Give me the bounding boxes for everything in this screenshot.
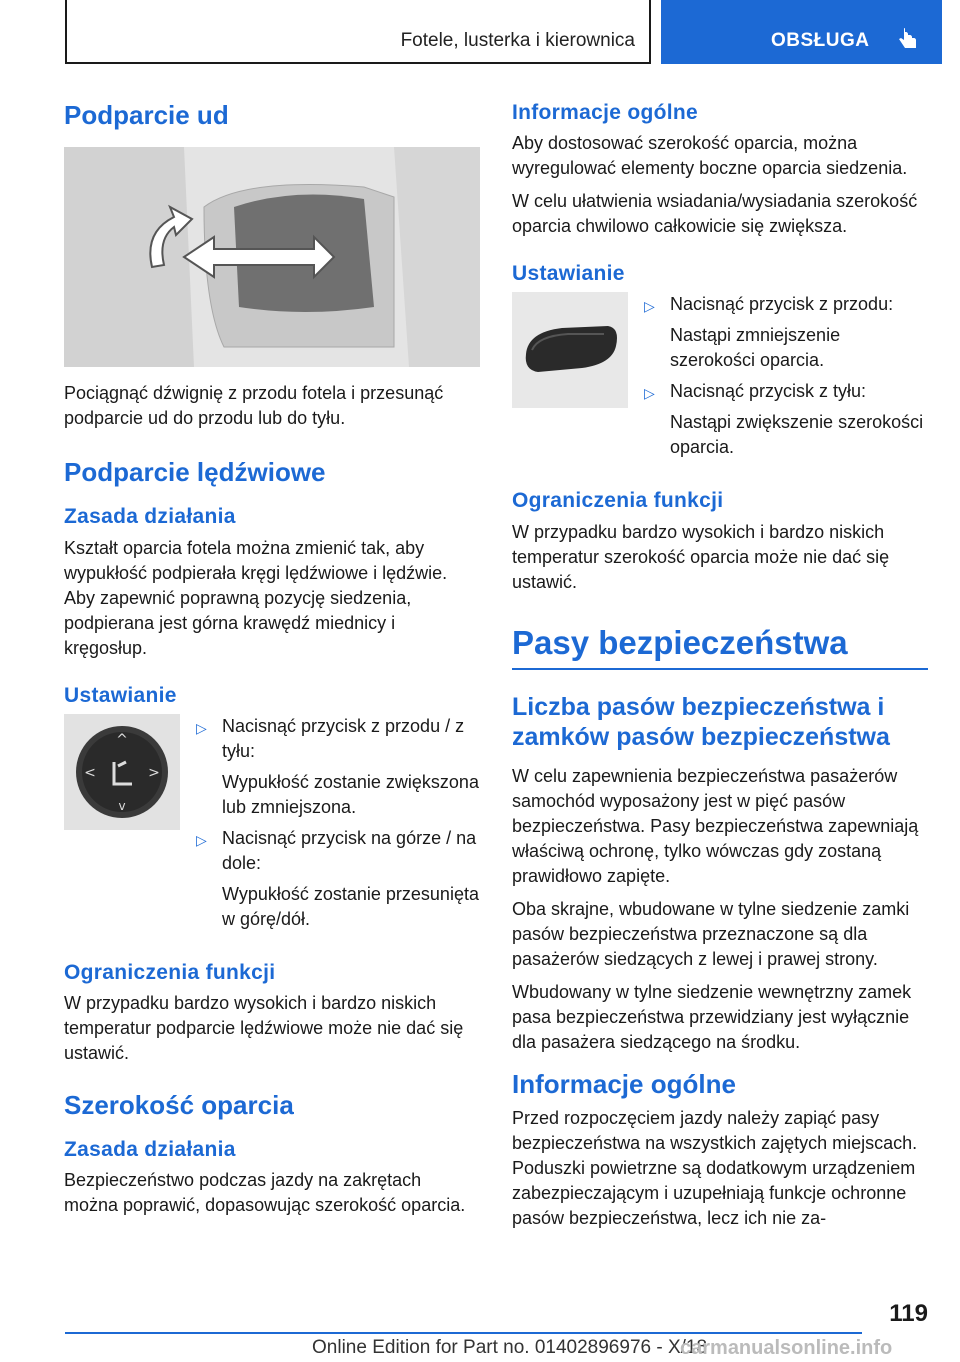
hand-pointer-icon bbox=[895, 26, 921, 52]
width-button-illustration bbox=[512, 292, 628, 408]
heading-lumbar-limits: Ograniczenia funkcji bbox=[64, 960, 276, 984]
svg-text:<: < bbox=[84, 764, 96, 781]
section-title: Fotele, lusterka i kierownica bbox=[400, 30, 635, 51]
heading-backrest-width: Szerokość oparcia bbox=[64, 1089, 294, 1120]
lumbar-steps bbox=[196, 714, 480, 938]
list-item: ▷ Nacisnąć przycisk z przodu / z tyłu: Wypukłość zostanie zwiększona lub zmniejszona. bbox=[196, 715, 479, 817]
width-principle-text: Bezpieczeństwo podczas jazdy na zakrętach można poprawić, dopasowując szerokość oparcia. bbox=[64, 1170, 466, 1216]
header-tab-obsluga[interactable] bbox=[661, 0, 942, 64]
belts-general-text: Przed rozpoczęciem jazdy należy zapiąć pasy bezpieczeństwa na wszystkich zajętych miejscach. Poduszki powietrzne są dodatkowym urządzeniem zabezpieczającym i uzupełniają funkcje ochronne pasów bezpieczeństwa, lecz ich nie za- bbox=[512, 1108, 918, 1229]
heading-width-adjust: Ustawianie bbox=[512, 262, 625, 286]
lumbar-principle-text: Kształt oparcia fotela można zmienić tak, aby wypukłość podpierała kręgi lędźwiowe i lędźwie. Aby zapewnić poprawną pozycję siedzenia, podpierana jest górna krawędź miednicy i kręgosłup. bbox=[64, 537, 448, 658]
heading-belts-count: Liczba pasów bezpieczeństwa i zamków pasów bezpieczeństwa bbox=[512, 693, 890, 752]
svg-text:v: v bbox=[118, 798, 126, 813]
step-triangle-icon: ▷ bbox=[196, 831, 207, 848]
heading-width-principle: Zasada działania bbox=[64, 1138, 236, 1162]
footer-divider bbox=[65, 1332, 862, 1334]
heading-thigh-support: Podparcie ud bbox=[64, 100, 229, 130]
belts-p3: Wbudowany w tylne siedzenie wewnętrzny zamek pasa bezpieczeństwa przewidziany jest wyłącznie dla pasażera siedzącego na środku. bbox=[512, 982, 912, 1053]
svg-text:>: > bbox=[148, 764, 160, 781]
heading-belts-general: Informacje ogólne bbox=[512, 1069, 736, 1100]
thigh-support-text: Pociągnąć dźwignię z przodu fotela i przesunąć podparcie ud do przodu lub do tyłu. bbox=[64, 383, 444, 429]
general-info-p2: W celu ułatwienia wsiadania/wysiadania szerokość oparcia chwilowo całkowicie się zwiększa. bbox=[512, 191, 918, 237]
footer-edition: Online Edition for Part no. 01402896976 - X/18 bbox=[312, 1337, 708, 1358]
lumbar-adjust-block bbox=[64, 714, 480, 938]
step-triangle-icon: ▷ bbox=[644, 298, 655, 315]
lumbar-limits-text: W przypadku bardzo wysokich i bardzo niskich temperatur podparcie lędźwiowe może nie dać się ustawić. bbox=[64, 992, 464, 1063]
heading-lumbar-principle: Zasada działania bbox=[64, 505, 236, 529]
lumbar-control-figure bbox=[64, 714, 180, 830]
list-item: ▷ Nacisnąć przycisk na górze / na dole: Wypukłość zostanie przesunięta w górę/dół. bbox=[196, 827, 479, 929]
header-tab-label: OBSŁUGA bbox=[771, 30, 870, 51]
right-column bbox=[512, 100, 928, 1239]
general-info-p1: Aby dostosować szerokość oparcia, można wyregulować elementy boczne oparcia siedzenia. bbox=[512, 133, 908, 179]
lumbar-control-illustration bbox=[64, 714, 180, 830]
heading-lumbar-adjust: Ustawianie bbox=[64, 683, 177, 707]
page-number: 119 bbox=[889, 1300, 928, 1327]
width-steps bbox=[644, 292, 928, 466]
heading-general-info: Informacje ogólne bbox=[512, 101, 698, 124]
list-item: ▷ Nacisnąć przycisk z tyłu: Nastąpi zwiększenie szerokości oparcia. bbox=[644, 381, 924, 458]
width-button-figure bbox=[512, 292, 628, 408]
width-adjust-block bbox=[512, 292, 928, 466]
header-section-box bbox=[65, 0, 651, 64]
heading-width-limits: Ograniczenia funkcji bbox=[512, 489, 724, 513]
step-triangle-icon: ▷ bbox=[196, 719, 207, 736]
footer-watermark: carmanualsonline.info bbox=[680, 1337, 893, 1359]
step-triangle-icon: ▷ bbox=[644, 385, 655, 402]
left-column bbox=[64, 100, 480, 1226]
thigh-support-illustration bbox=[64, 147, 480, 367]
svg-text:^: ^ bbox=[116, 731, 128, 748]
belts-p2: Oba skrajne, wbudowane w tylne siedzenie zamki pasów bezpieczeństwa przeznaczone są dla pasażerów siedzących z lewej i prawej strony. bbox=[512, 899, 910, 970]
belts-p1: W celu zapewnienia bezpieczeństwa pasażerów samochód wyposażony jest w pięć pasów bezpieczeństwa. Pasy bezpieczeństwa zapewniają właściwą ochronę, tylko wówczas gdy zostaną prawidłowo zapięte. bbox=[512, 766, 919, 887]
list-item: ▷ Nacisnąć przycisk z przodu: Nastąpi zmniejszenie szerokości oparcia. bbox=[644, 294, 894, 371]
thigh-support-figure bbox=[64, 147, 480, 367]
heading-lumbar-support: Podparcie lędźwiowe bbox=[64, 457, 326, 488]
width-limits-text: W przypadku bardzo wysokich i bardzo niskich temperatur szerokość oparcia może nie dać się ustawić. bbox=[512, 521, 890, 592]
heading-seat-belts: Pasy bezpieczeństwa bbox=[512, 623, 928, 671]
